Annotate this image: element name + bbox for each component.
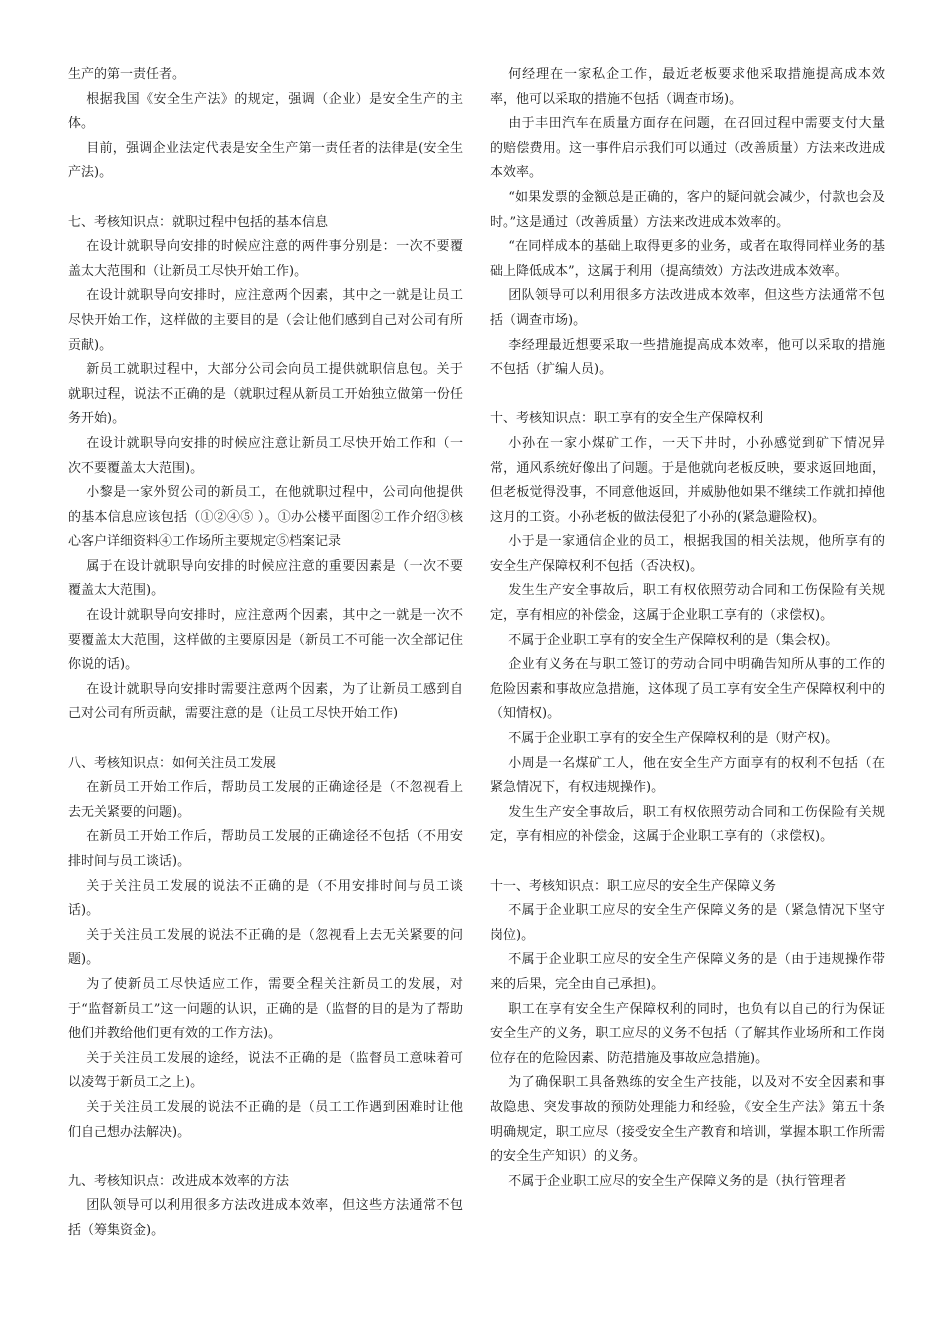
paragraph: 在设计就职导向安排的时候应注意的两件事分别是：一次不要覆盖太大范围和（让新员工尽快开始工作)。 bbox=[68, 239, 463, 279]
paragraph: 不属于企业职工享有的安全生产保障权利的是（集会权)。 bbox=[508, 632, 839, 648]
paragraph: 根据我国《安全生产法》的规定，强调（企业）是安全生产的主体。 bbox=[68, 91, 463, 132]
paragraph: 在设计就职导向安排时，应注意两个因素，其中之一就是一次不要覆盖太大范围，这样做的主要原因是（新员工不可能一次全部记住你说的话)。 bbox=[68, 608, 463, 673]
paragraph: 发生生产安全事故后，职工有权依照劳动合同和工伤保险有关规定，享有相应的补偿金，这属于企业职工享有的（求偿权)。 bbox=[490, 804, 885, 845]
paragraph: 新员工就职过程中，大部分公司会向员工提供就职信息包。关于就职过程，说法不正确的是（就职过程从新员工开始独立做第一份任务开始)。 bbox=[68, 362, 463, 427]
paragraph: 小周是一名煤矿工人，他在安全生产方面享有的权利不包括（在紧急情况下，有权违规操作)。 bbox=[490, 755, 885, 796]
section-heading: 八、考核知识点：如何关注员工发展 bbox=[68, 755, 277, 771]
section-heading: 九、考核知识点：改进成本效率的方法 bbox=[68, 1173, 290, 1189]
paragraph: 为了使新员工尽快适应工作，需要全程关注新员工的发展，对于“监督新员工”这一问题的认识，正确的是（监督的目的是为了帮助他们并教给他们更有效的工作方法)。 bbox=[68, 976, 463, 1042]
paragraph: 目前，强调企业法定代表是安全生产第一责任者的法律是(安全生产法)。 bbox=[68, 140, 463, 181]
paragraph: 不属于企业职工应尽的安全生产保障义务的是（紧急情况下坚守岗位)。 bbox=[490, 903, 885, 943]
right-column bbox=[490, 63, 885, 1194]
paragraph: 关于关注员工发展的说法不正确的是（员工工作遇到困难时让他们自己想办法解决)。 bbox=[68, 1099, 463, 1140]
left-column bbox=[68, 63, 463, 1244]
paragraph: 由于丰田汽车在质量方面存在问题，在召回过程中需要支付大量的赔偿费用。这一事件启示我们可以通过（改善质量）方法来改进成本效率。 bbox=[490, 116, 885, 181]
paragraph: 不属于企业职工享有的安全生产保障权利的是（财产权)。 bbox=[508, 731, 839, 747]
paragraph: 生产的第一责任者。 bbox=[68, 67, 186, 82]
paragraph: 关于关注员工发展的途经，说法不正确的是（监督员工意味着可以凌驾于新员工之上)。 bbox=[68, 1050, 463, 1091]
paragraph: 在设计就职导向安排时，应注意两个因素，其中之一就是让员工尽快开始工作，这样做的主要目的是（会让他们感到自己对公司有所贡献)。 bbox=[68, 288, 463, 353]
paragraph: 小于是一家通信企业的员工，根据我国的相关法规，他所享有的安全生产保障权利不包括（否决权)。 bbox=[490, 534, 885, 574]
paragraph: 在新员工开始工作后，帮助员工发展的正确途径不包括（不用安排时间与员工谈话)。 bbox=[68, 829, 463, 869]
paragraph: 在设计就职导向安排时需要注意两个因素，为了让新员工感到自己对公司有所贡献，需要注意的是（让员工尽快开始工作) bbox=[68, 681, 463, 722]
paragraph: 关于关注员工发展的说法不正确的是（忽视看上去无关紧要的问题)。 bbox=[68, 927, 463, 968]
paragraph: 小孙在一家小煤矿工作，一天下井时，小孙感觉到矿下情况异常，通风系统好像出了问题。于是他就向老板反映，要求返回地面，但老板觉得没事，不同意他返回，并威胁他如果不继续工作就扣掉他这月的工资。小孙老板的做法侵犯了小孙的(紧急避险权)。 bbox=[490, 435, 885, 525]
paragraph: 团队领导可以利用很多方法改进成本效率，但这些方法通常不包括（筹集资金)。 bbox=[68, 1198, 463, 1238]
paragraph: 不属于企业职工应尽的安全生产保障义务的是（由于违规操作带来的后果，完全由自己承担)。 bbox=[490, 952, 885, 992]
paragraph: 在新员工开始工作后，帮助员工发展的正确途径是（不忽视看上去无关紧要的问题)。 bbox=[68, 780, 463, 820]
section-heading: 十、考核知识点：职工享有的安全生产保障权利 bbox=[490, 411, 764, 427]
section-heading: 七、考核知识点：就职过程中包括的基本信息 bbox=[68, 214, 329, 230]
paragraph: 为了确保职工具备熟练的安全生产技能，以及对不安全因素和事故隐患、突发事故的预防处理能力和经验，《安全生产法》第五十条明确规定，职工应尽（接受安全生产教育和培训，掌握本职工作所需的安全生产知识）的义务。 bbox=[490, 1075, 885, 1165]
paragraph: 职工在享有安全生产保障权利的同时，也负有以自己的行为保证安全生产的义务，职工应尽的义务不包括（了解其作业场所和工作岗位存在的危险因素、防范措施及事故应急措施)。 bbox=[490, 1001, 885, 1066]
paragraph: 何经理在一家私企工作，最近老板要求他采取措施提高成本效率，他可以采取的措施不包括（调查市场)。 bbox=[490, 67, 885, 107]
paragraph: 在设计就职导向安排的时候应注意让新员工尽快开始工作和（一次不要覆盖太大范围)。 bbox=[68, 435, 463, 476]
paragraph: 小黎是一家外贸公司的新员工，在他就职过程中，公司向他提供的基本信息应该包括（①②④⑤ ）。①办公楼平面图②工作介绍③核心客户详细资料④工作场所主要规定⑤档案记录 bbox=[68, 485, 463, 550]
paragraph: 关于关注员工发展的说法不正确的是（不用安排时间与员工谈话)。 bbox=[68, 878, 463, 919]
paragraph: 李经理最近想要采取一些措施提高成本效率，他可以采取的措施不包括（扩编人员)。 bbox=[490, 337, 885, 378]
paragraph: “在同样成本的基础上取得更多的业务，或者在取得同样业务的基础上降低成本”，这属于利用（提高绩效）方法改进成本效率。 bbox=[490, 239, 885, 279]
paragraph: 企业有义务在与职工签订的劳动合同中明确告知所从事的工作的危险因素和事故应急措施，这体现了员工享有安全生产保障权利中的（知情权)。 bbox=[490, 657, 885, 722]
paragraph: 不属于企业职工应尽的安全生产保障义务的是（执行管理者 bbox=[508, 1173, 847, 1189]
paragraph: 团队领导可以利用很多方法改进成本效率，但这些方法通常不包括（调查市场)。 bbox=[490, 288, 885, 328]
paragraph: “如果发票的金额总是正确的，客户的疑问就会减少，付款也会及时。”这是通过（改善质量）方法来改进成本效率的。 bbox=[490, 189, 885, 230]
paragraph: 属于在设计就职导向安排的时候应注意的重要因素是（一次不要覆盖太大范围)。 bbox=[68, 558, 463, 599]
section-heading: 十一、考核知识点：职工应尽的安全生产保障义务 bbox=[490, 878, 777, 894]
paragraph: 发生生产安全事故后，职工有权依照劳动合同和工伤保险有关规定，享有相应的补偿金，这属于企业职工享有的（求偿权)。 bbox=[490, 583, 885, 624]
